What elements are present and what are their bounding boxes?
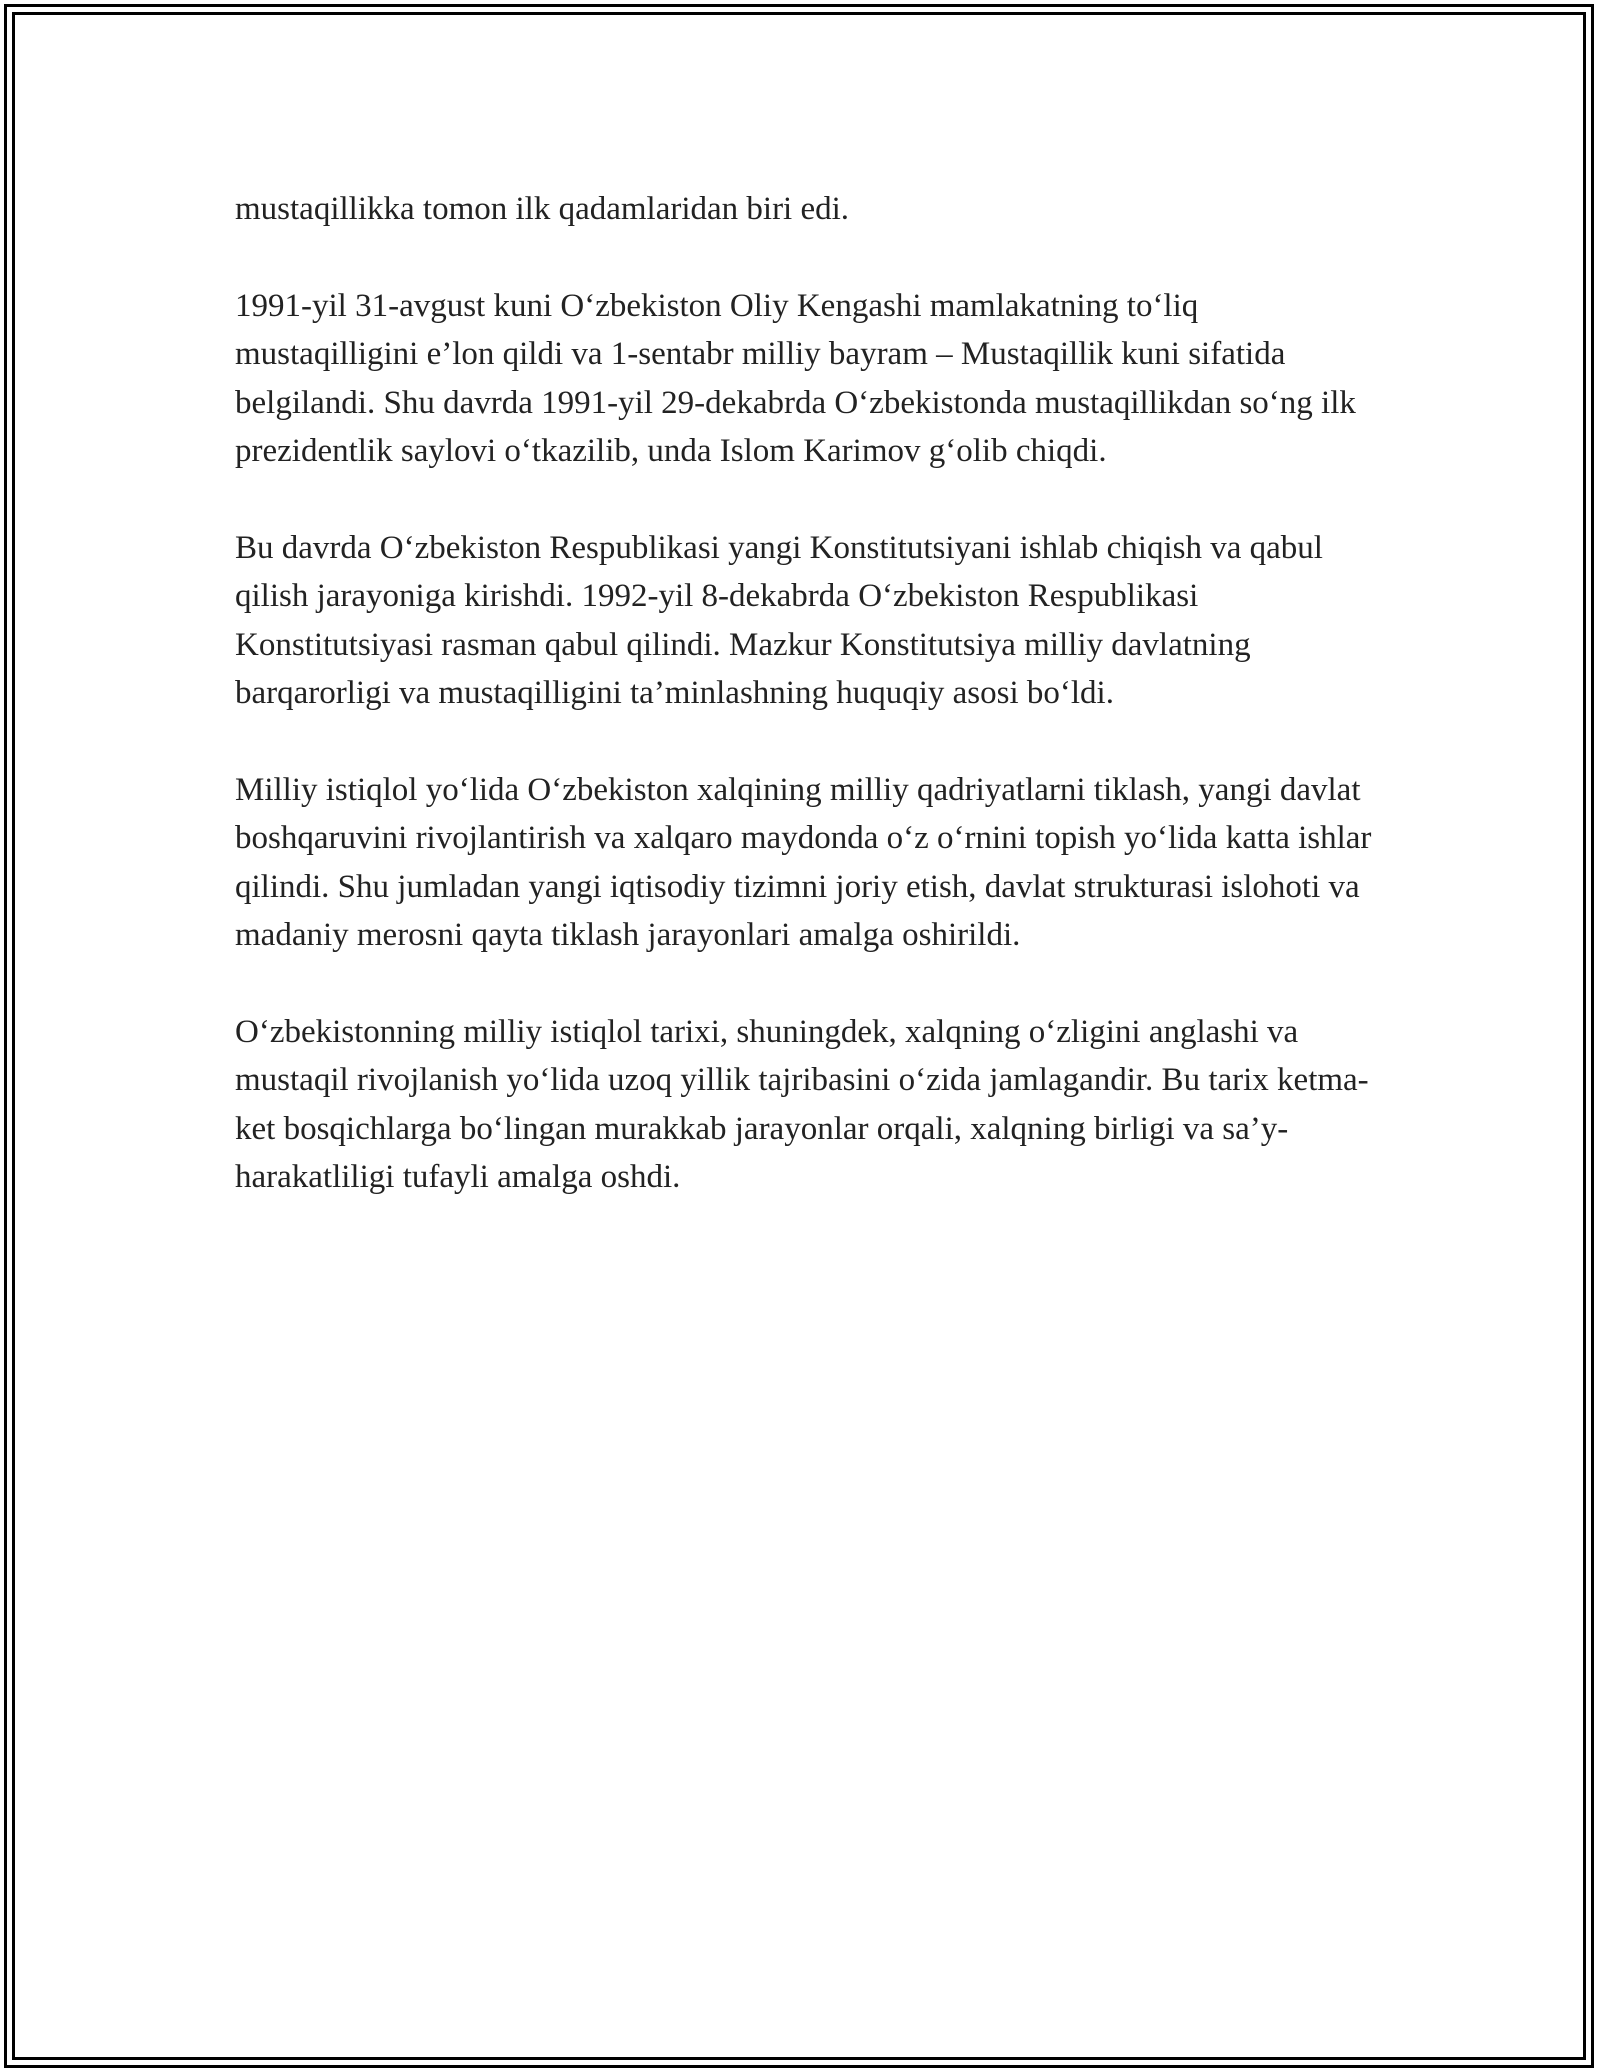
paragraph-1: mustaqillikka tomon ilk qadamlaridan biri edi.	[235, 191, 850, 227]
paragraph-5: O‘zbekistonning milliy istiqlol tarixi, shuningdek, xalqning o‘zligini anglashi va mustaqil rivojlanish yo‘lida uzoq yillik tajribasini o‘zida jamlagandir. Bu tarix ketma-ket bosqichlarga bo‘lingan murakkab jarayonlar orqali, xalqning birligi va sa’y-harakatliligi tufayli amalga oshdi.	[235, 1013, 1369, 1195]
document-body	[235, 185, 1375, 1250]
paragraph-3: Bu davrda O‘zbekiston Respublikasi yangi Konstitutsiyani ishlab chiqish va qabul qilish jarayoniga kirishdi. 1992-yil 8-dekabrda O‘zbekiston Respublikasi Konstitutsiyasi rasman qabul qilindi. Mazkur Konstitutsiya milliy davlatning barqarorligi va mustaqilligini ta’minlashning huquqiy asosi bo‘ldi.	[235, 529, 1323, 711]
paragraph-4: Milliy istiqlol yo‘lida O‘zbekiston xalqining milliy qadriyatlarni tiklash, yangi davlat boshqaruvini rivojlantirish va xalqaro maydonda o‘z o‘rnini topish yo‘lida katta ishlar qilindi. Shu jumladan yangi iqtisodiy tizimni joriy etish, davlat strukturasi islohoti va madaniy merosni qayta tiklash jarayonlari amalga oshirildi.	[235, 771, 1372, 953]
paragraph-2: 1991-yil 31-avgust kuni O‘zbekiston Oliy Kengashi mamlakatning to‘liq mustaqilligini e’lon qildi va 1-sentabr milliy bayram – Mustaqillik kuni sifatida belgilandi. Shu davrda 1991-yil 29-dekabrda O‘zbekistonda mustaqillikdan so‘ng ilk prezidentlik saylovi o‘tkazilib, unda Islom Karimov g‘olib chiqdi.	[235, 287, 1356, 469]
